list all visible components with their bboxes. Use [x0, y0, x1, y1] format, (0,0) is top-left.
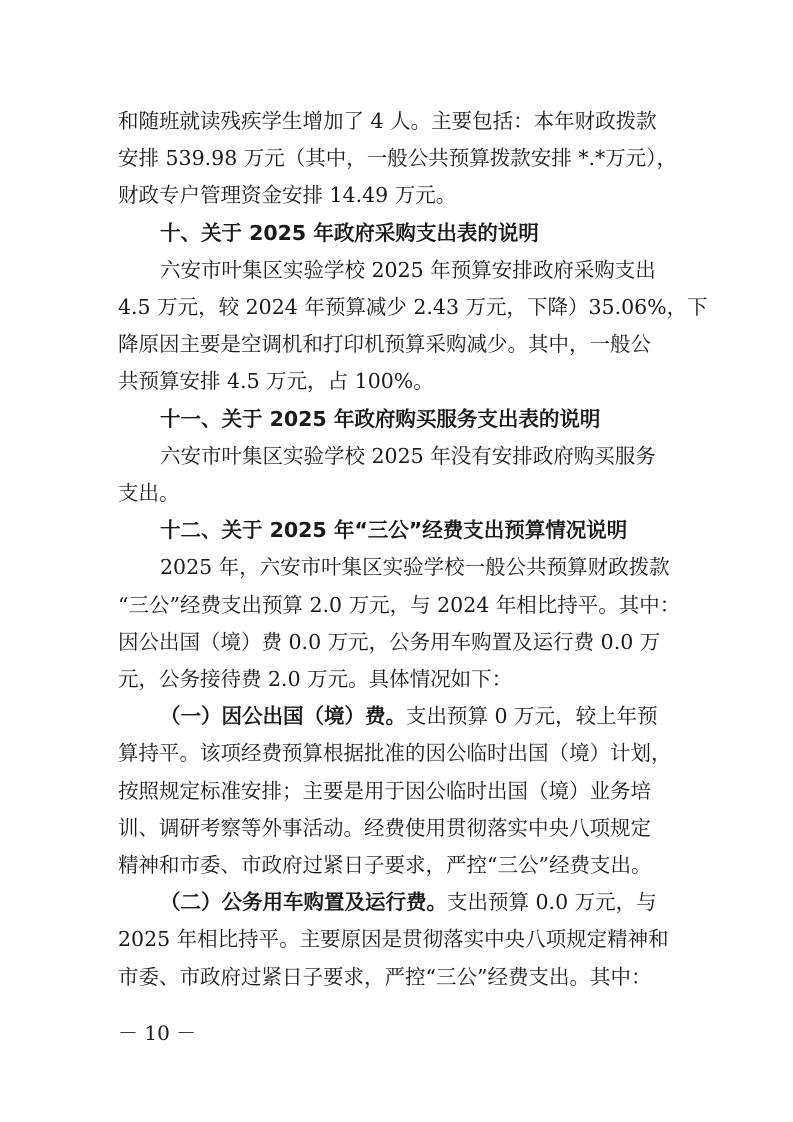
paragraph-line: 六安市叶集区实验学校 2025 年预算安排政府采购支出	[160, 257, 656, 282]
paragraph-line: 按照规定标准安排；主要是用于因公临时出国（境）业务培	[118, 778, 651, 803]
paragraph-line: 和随班就读残疾学生增加了 4 人。主要包括：本年财政拨款	[118, 109, 657, 133]
section-heading-11: 十一、关于 2025 年政府购买服务支出表的说明	[160, 406, 601, 431]
paragraph-line: 共预算安排 4.5 万元，占 100%。	[118, 369, 434, 394]
paragraph-line: 安排 539.98 万元（其中，一般公共预算拨款安排 *.*万元），	[118, 146, 678, 171]
subsection-title-vehicles: （二）公务用车购置及运行费。	[160, 890, 447, 915]
paragraph-line: 4.5 万元，较 2024 年预算减少 2.43 万元，下降）35.06%，下	[118, 295, 708, 319]
page-number: － 10 －	[118, 1021, 197, 1045]
paragraph-line: 六安市叶集区实验学校 2025 年没有安排政府购买服务	[160, 443, 656, 468]
paragraph-line: 因公出国（境）费 0.0 万元，公务用车购置及运行费 0.0 万	[118, 629, 661, 654]
paragraph-line: 训、调研考察等外事活动。经费使用贯彻落实中央八项规定	[118, 815, 651, 840]
subsection-line	[160, 889, 657, 915]
section-heading-12: 十二、关于 2025 年“三公”经费支出预算情况说明	[160, 518, 628, 543]
paragraph-line: 2025 年相比持平。主要原因是贯彻落实中央八项规定精神和	[118, 927, 669, 952]
paragraph-line: 精神和市委、市政府过紧日子要求，严控“三公”经费支出。	[118, 853, 652, 877]
paragraph-line: 元，公务接待费 2.0 万元。具体情况如下：	[118, 667, 513, 691]
paragraph-line: 2025 年，六安市叶集区实验学校一般公共预算财政拨款	[160, 555, 670, 580]
paragraph-line: 算持平。该项经费预算根据批准的因公临时出国（境）计划，	[118, 741, 672, 766]
subsection-text: 支出预算 0 万元，较上年预	[406, 704, 658, 729]
subsection-line	[160, 703, 658, 729]
paragraph-line: 市委、市政府过紧日子要求，严控“三公”经费支出。其中：	[118, 964, 652, 989]
paragraph-line: 财政专户管理资金安排 14.49 万元。	[118, 183, 457, 208]
subsection-title-travel-abroad: （一）因公出国（境）费。	[160, 704, 406, 729]
paragraph-line: “三公”经费支出预算 2.0 万元，与 2024 年相比持平。其中：	[118, 592, 681, 617]
section-heading-10: 十、关于 2025 年政府采购支出表的说明	[160, 220, 539, 245]
paragraph-line: 支出。	[118, 481, 180, 505]
paragraph-line: 降原因主要是空调机和打印机预算采购减少。其中，一般公	[118, 332, 651, 357]
subsection-text: 支出预算 0.0 万元，与	[447, 890, 657, 915]
